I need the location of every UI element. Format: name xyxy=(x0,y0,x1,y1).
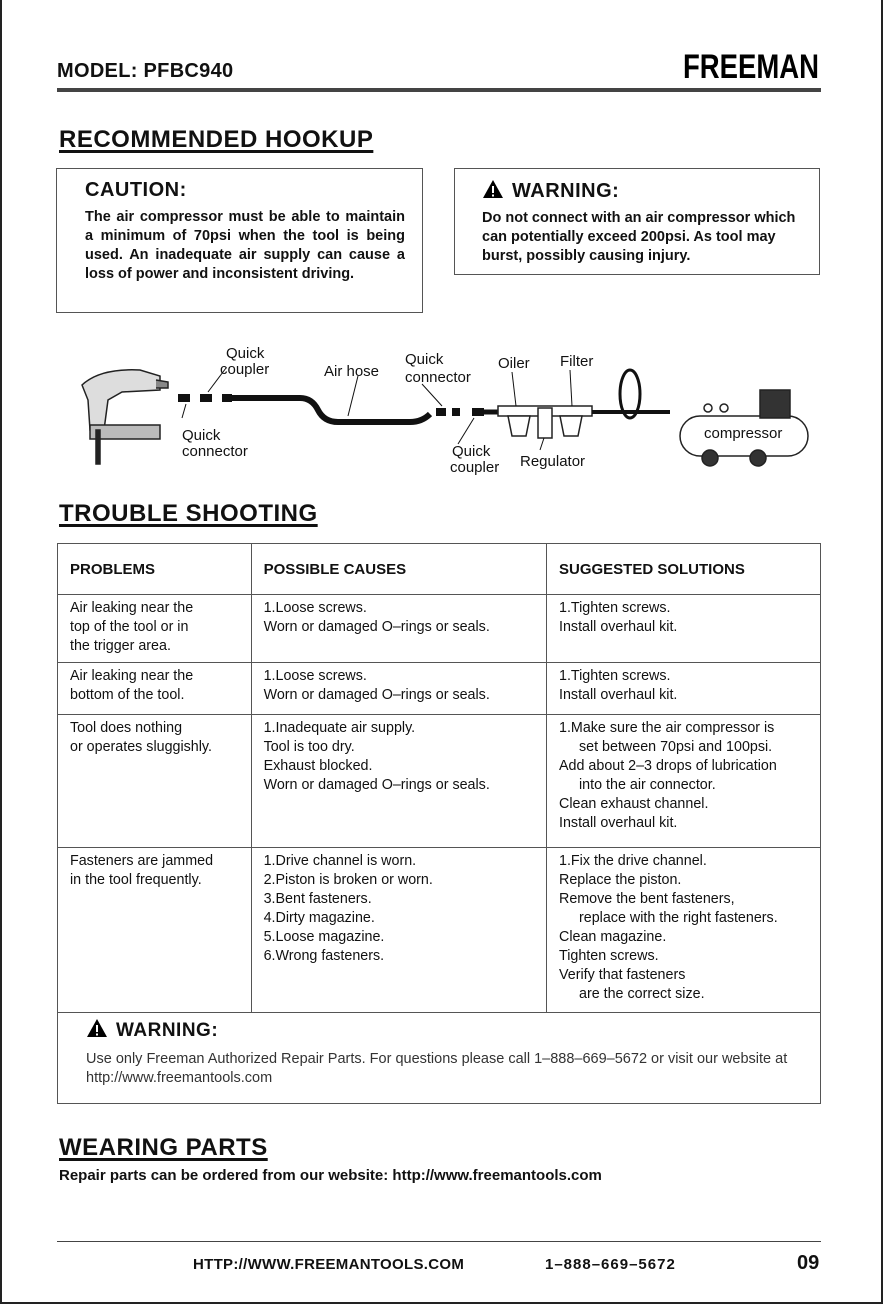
label-quick-connector-top-b: connector xyxy=(405,369,471,386)
label-quick-coupler-1b: coupler xyxy=(220,361,270,378)
causes-cell xyxy=(251,715,546,848)
solution-line: Install overhaul kit. xyxy=(559,815,678,831)
caution-text: The air compressor must be able to maintain a minimum of 70psi when the tool is being used. An inadequate air supply can cause a loss of power and inconsistent driving. xyxy=(85,209,405,282)
cause-line: 1.Drive channel is worn. xyxy=(263,853,417,869)
header-problems: PROBLEMS xyxy=(58,544,252,595)
table-row xyxy=(58,715,821,848)
freeman-logo xyxy=(683,44,821,86)
solution-line: 1.Fix the drive channel. xyxy=(559,853,707,869)
hookup-diagram xyxy=(60,330,822,490)
problem-line: bottom of the tool. xyxy=(70,687,185,703)
table-row xyxy=(58,595,821,663)
table-header-row xyxy=(58,544,821,595)
oiler-regulator-filter xyxy=(498,406,592,438)
problem-cell xyxy=(58,848,252,1013)
warning-heading xyxy=(482,179,799,203)
repair-parts-warning xyxy=(57,1012,821,1104)
page-number: 09 xyxy=(797,1252,820,1274)
problem-line: Tool does nothing xyxy=(70,720,183,736)
cause-line: 1.Loose screws. xyxy=(263,668,367,684)
warning-box xyxy=(454,168,820,275)
label-filter: Filter xyxy=(560,353,594,370)
solution-line: replace with the right fasteners. xyxy=(579,910,778,926)
label-oiler: Oiler xyxy=(498,355,530,372)
warning-icon xyxy=(86,1018,108,1038)
problem-line: in the tool frequently. xyxy=(70,872,202,888)
header-causes: POSSIBLE CAUSES xyxy=(251,544,546,595)
troubleshooting-table xyxy=(57,543,821,1013)
wearing-parts-title: WEARING PARTS xyxy=(59,1134,268,1161)
problem-line: the trigger area. xyxy=(70,638,171,654)
solution-line: Clean magazine. xyxy=(559,929,667,945)
quick-coupler-mid xyxy=(472,408,484,416)
label-quick-connector-top-a: Quick xyxy=(405,351,444,368)
cause-line: Worn or damaged O–rings or seals. xyxy=(263,619,490,635)
solution-line: Tighten screws. xyxy=(559,948,659,964)
label-air-hose: Air hose xyxy=(324,363,380,380)
problem-line: Air leaking near the xyxy=(70,600,194,616)
troubleshooting-title: TROUBLE SHOOTING xyxy=(59,500,318,527)
wearing-parts-text: Repair parts can be ordered from our website: http://www.freemantools.com xyxy=(59,1167,602,1184)
quick-connector-tool xyxy=(178,394,190,402)
footer-phone: 1–888–669–5672 xyxy=(545,1256,676,1273)
header-rule xyxy=(57,88,821,92)
solution-line: Verify that fasteners xyxy=(559,967,686,983)
cause-line: Exhaust blocked. xyxy=(263,758,373,774)
solution-line: 1.Tighten screws. xyxy=(559,668,671,684)
footer-rule xyxy=(57,1241,821,1242)
label-quick-connector-left-a: Quick xyxy=(182,427,221,444)
quick-connector-mid xyxy=(436,408,460,416)
solution-line: 1.Tighten screws. xyxy=(559,600,671,616)
causes-cell xyxy=(251,848,546,1013)
cause-line: 4.Dirty magazine. xyxy=(263,910,375,926)
warning-title: WARNING: xyxy=(512,180,620,202)
label-quick-connector-left-b: connector xyxy=(182,443,248,460)
hookup-title: RECOMMENDED HOOKUP xyxy=(59,126,374,153)
solutions-cell xyxy=(547,595,821,663)
causes-cell xyxy=(251,663,546,715)
repair-warning-text: Use only Freeman Authorized Repair Parts. For questions please call 1–888–669–5672 or visit our website at http://www.freemantools.com xyxy=(86,1051,788,1086)
nailer-tool xyxy=(82,370,168,464)
solutions-cell xyxy=(547,848,821,1013)
caution-title: CAUTION: xyxy=(85,179,187,201)
problem-line: top of the tool or in xyxy=(70,619,189,635)
solutions-cell xyxy=(547,663,821,715)
problem-line: Fasteners are jammed xyxy=(70,853,214,869)
solution-line: into the air connector. xyxy=(579,777,716,793)
problem-cell xyxy=(58,595,252,663)
label-quick-coupler-1a: Quick xyxy=(226,345,265,362)
cause-line: Worn or damaged O–rings or seals. xyxy=(263,777,490,793)
label-quick-coupler-2b: coupler xyxy=(450,459,500,476)
cause-line: 3.Bent fasteners. xyxy=(263,891,372,907)
repair-warning-title: WARNING: xyxy=(116,1020,219,1041)
solution-line: Remove the bent fasteners, xyxy=(559,891,735,907)
model-number: MODEL: PFBC940 xyxy=(57,60,234,82)
cause-line: 1.Loose screws. xyxy=(263,600,367,616)
solutions-cell xyxy=(547,715,821,848)
cause-line: 6.Wrong fasteners. xyxy=(263,948,385,964)
solution-line: are the correct size. xyxy=(579,986,705,1002)
footer-url: HTTP://WWW.FREEMANTOOLS.COM xyxy=(193,1256,465,1273)
warning-icon xyxy=(482,179,504,199)
solution-line: Install overhaul kit. xyxy=(559,619,678,635)
cause-line: 2.Piston is broken or worn. xyxy=(263,872,433,888)
cause-line: Worn or damaged O–rings or seals. xyxy=(263,687,490,703)
solution-line: Install overhaul kit. xyxy=(559,687,678,703)
problem-cell xyxy=(58,663,252,715)
label-regulator: Regulator xyxy=(520,453,586,470)
label-quick-coupler-2a: Quick xyxy=(452,443,491,460)
quick-coupler-left xyxy=(200,394,232,402)
cause-line: Tool is too dry. xyxy=(263,739,355,755)
header-solutions: SUGGESTED SOLUTIONS xyxy=(547,544,821,595)
label-compressor: compressor xyxy=(704,425,783,442)
causes-cell xyxy=(251,595,546,663)
solution-line: 1.Make sure the air compressor is xyxy=(559,720,775,736)
warning-text: Do not connect with an air compressor which can potentially exceed 200psi. As tool may burst, possibly causing injury. xyxy=(482,210,796,264)
solution-line: Replace the piston. xyxy=(559,872,682,888)
problem-cell xyxy=(58,715,252,848)
air-hose-line xyxy=(232,398,430,422)
solution-line: set between 70psi and 100psi. xyxy=(579,739,773,755)
brand-name: FREEMAN xyxy=(683,48,819,86)
problem-line: or operates sluggishly. xyxy=(70,739,212,755)
solution-line: Clean exhaust channel. xyxy=(559,796,709,812)
caution-box xyxy=(56,168,423,313)
cause-line: 5.Loose magazine. xyxy=(263,929,385,945)
table-row xyxy=(58,848,821,1013)
problem-line: Air leaking near the xyxy=(70,668,194,684)
solution-line: Add about 2–3 drops of lubrication xyxy=(559,758,777,774)
repair-warning-heading xyxy=(86,1018,792,1042)
cause-line: 1.Inadequate air supply. xyxy=(263,720,416,736)
table-row xyxy=(58,663,821,715)
